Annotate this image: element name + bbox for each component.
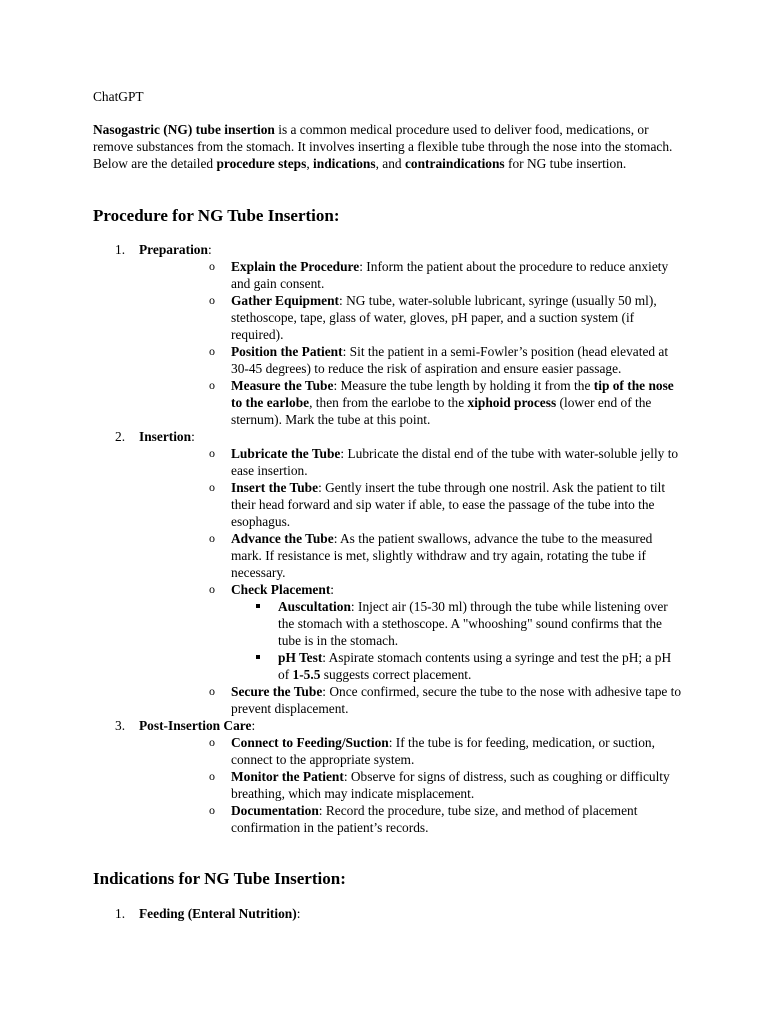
item-bold: xiphoid process	[467, 395, 557, 410]
item-title: Gather Equipment	[231, 293, 340, 308]
item-text: : Inform the patient about the procedure to reduce anxiety and gain consent.	[231, 259, 669, 291]
list-item	[139, 802, 683, 836]
item-text: : Lubricate the distal end of the tube with water-soluble jelly to ease insertion.	[231, 446, 679, 478]
intro-text-3: , and	[375, 156, 405, 171]
item-text: : Gently insert the tube through one nostril. Ask the patient to tilt their head forward and sip water if able, to ease the passage of the tube into the esophagus.	[231, 480, 666, 529]
procedure-step	[93, 717, 683, 836]
list-item	[139, 768, 683, 802]
list-item	[139, 445, 683, 479]
item-title: Secure the Tube	[231, 684, 323, 699]
indication-step	[93, 905, 683, 922]
step-title: Preparation	[139, 242, 208, 257]
list-item	[139, 377, 683, 428]
nested-sublist	[231, 598, 683, 683]
step-colon: :	[251, 718, 256, 733]
item-title: Auscultation	[278, 599, 351, 614]
item-bold: tip of the nose to the earlobe	[231, 378, 674, 410]
square-bullet-icon	[256, 655, 260, 659]
indications-steps	[93, 905, 683, 922]
procedure-steps	[93, 241, 683, 836]
step-sublist	[139, 258, 683, 428]
step-colon: :	[207, 242, 212, 257]
circle-bullet-icon: o	[209, 582, 215, 596]
list-item	[139, 581, 683, 683]
item-bold: 1-5.5	[292, 667, 321, 682]
circle-bullet-icon: o	[209, 293, 215, 307]
app-title: ChatGPT	[93, 89, 144, 104]
circle-bullet-icon: o	[209, 531, 215, 545]
item-text: , then from the earlobe to the	[309, 395, 468, 410]
intro-bold-3: indications	[313, 156, 376, 171]
item-text: : Record the procedure, tube size, and method of placement confirmation in the patient’s records.	[231, 803, 638, 835]
step-title: Insertion	[139, 429, 192, 444]
intro-bold-1: Nasogastric (NG) tube insertion	[93, 122, 275, 137]
step-number: 1.	[115, 242, 126, 257]
circle-bullet-icon: o	[209, 378, 215, 392]
list-item	[139, 734, 683, 768]
item-title: Measure the Tube	[231, 378, 334, 393]
circle-bullet-icon: o	[209, 803, 215, 817]
step-sublist	[139, 445, 683, 717]
square-bullet-icon	[256, 604, 260, 608]
item-text: : NG tube, water-soluble lubricant, syringe (usually 50 ml), stethoscope, tape, glass of water, gloves, pH paper, and a suction system (if required).	[231, 293, 657, 342]
item-title: Lubricate the Tube	[231, 446, 341, 461]
intro-text-4: for NG tube insertion.	[504, 156, 627, 171]
item-title: Insert the Tube	[231, 480, 319, 495]
item-text: : If the tube is for feeding, medication, or suction, connect to the appropriate system.	[231, 735, 655, 767]
step-sublist	[139, 734, 683, 836]
list-item	[139, 258, 683, 292]
intro-text-1: is a common medical procedure used to deliver food, medications, or remove substances from the stomach. It involves inserting a flexible tube through the nose into the stomach. Below are the detailed	[93, 122, 673, 171]
intro-bold-4: contraindications	[404, 156, 505, 171]
item-title: Documentation	[231, 803, 319, 818]
circle-bullet-icon: o	[209, 259, 215, 273]
step-number: 3.	[115, 718, 126, 733]
circle-bullet-icon: o	[209, 735, 215, 749]
item-text: : Measure the tube length by holding it from the	[333, 378, 594, 393]
item-title: Check Placement	[231, 582, 331, 597]
procedure-heading: Procedure for NG Tube Insertion:	[93, 206, 340, 225]
item-title: pH Test	[278, 650, 323, 665]
item-text: : Observe for signs of distress, such as coughing or difficulty breathing, which may indicate misplacement.	[231, 769, 670, 801]
list-item	[139, 530, 683, 581]
procedure-step	[93, 241, 683, 428]
item-text: (lower end of the sternum). Mark the tube at this point.	[231, 395, 652, 427]
circle-bullet-icon: o	[209, 480, 215, 494]
step-colon: :	[191, 429, 195, 444]
list-item	[139, 479, 683, 530]
step-number: 2.	[115, 429, 126, 444]
circle-bullet-icon: o	[209, 446, 215, 460]
item-title: Advance the Tube	[231, 531, 334, 546]
step-title: Post-Insertion Care	[139, 718, 252, 733]
item-title: Monitor the Patient	[231, 769, 344, 784]
step-number: 1.	[115, 906, 126, 921]
nested-list-item	[139, 649, 683, 683]
circle-bullet-icon: o	[209, 344, 215, 358]
item-text: : Sit the patient in a semi-Fowler’s position (head elevated at 30-45 degrees) to reduce the risk of aspiration and ensure easier passage.	[231, 344, 669, 376]
intro-bold-2: procedure steps	[216, 156, 307, 171]
intro-paragraph	[93, 121, 678, 172]
item-title: Explain the Procedure	[231, 259, 360, 274]
item-title: Connect to Feeding/Suction	[231, 735, 389, 750]
nested-list-item	[139, 598, 683, 649]
item-text: : Once confirmed, secure the tube to the nose with adhesive tape to prevent displacement.	[231, 684, 682, 716]
step-title: Feeding (Enteral Nutrition)	[139, 906, 297, 921]
intro-text-2: ,	[306, 156, 314, 171]
circle-bullet-icon: o	[209, 769, 215, 783]
item-text: :	[330, 582, 335, 597]
procedure-step	[93, 428, 683, 717]
indications-heading: Indications for NG Tube Insertion:	[93, 869, 346, 888]
list-item	[139, 683, 683, 717]
step-colon: :	[296, 906, 301, 921]
item-text: : As the patient swallows, advance the tube to the measured mark. If resistance is met, slightly withdraw and try again, rotating the tube if necessary.	[231, 531, 653, 580]
item-text: : Aspirate stomach contents using a syringe and test the pH; a pH of	[278, 650, 672, 682]
item-text: : Inject air (15-30 ml) through the tube while listening over the stomach with a stethoscope. A "whooshing" sound confirms that the tube is in the stomach.	[278, 599, 668, 648]
list-item	[139, 292, 683, 343]
item-title: Position the Patient	[231, 344, 343, 359]
circle-bullet-icon: o	[209, 684, 215, 698]
list-item	[139, 343, 683, 377]
item-text: suggests correct placement.	[320, 667, 472, 682]
